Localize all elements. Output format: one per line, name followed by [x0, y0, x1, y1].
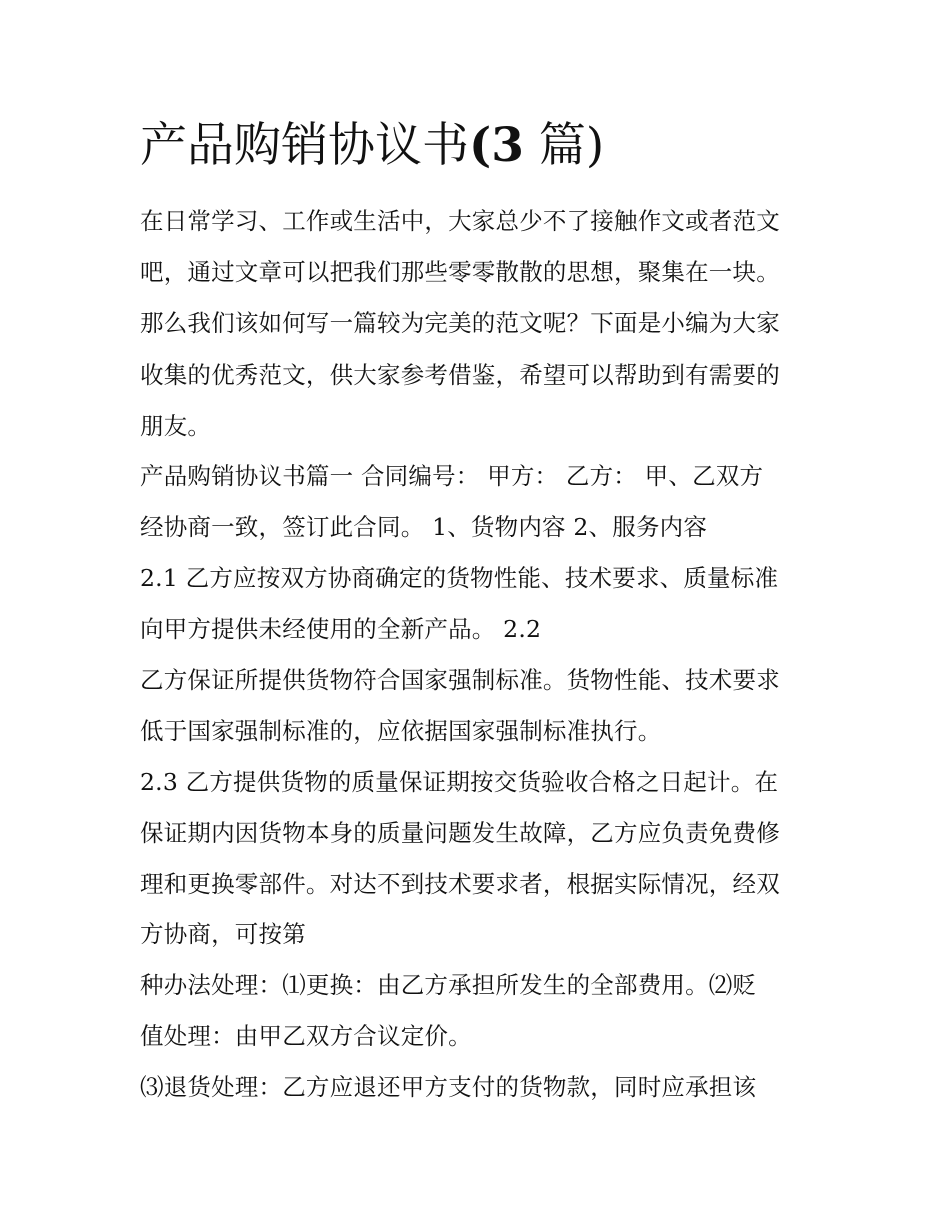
paragraph-line: 乙方保证所提供货物符合国家强制标准。货物性能、技术要求: [140, 666, 780, 694]
title-text: 产品购销协议书: [140, 118, 469, 173]
paragraph-line: 向甲方提供未经使用的全新产品。 2.2: [140, 615, 542, 643]
paragraph-line: 值处理：由甲乙双方合议定价。: [140, 1022, 472, 1050]
paragraph-line: 吧，通过文章可以把我们那些零零散散的思想，聚集在一块。: [140, 258, 780, 286]
paragraph-line: 理和更换零部件。对达不到技术要求者，根据实际情况，经双: [140, 870, 780, 898]
paragraph-line: 产品购销协议书篇一 合同编号： 甲方： 乙方： 甲、乙双方: [140, 462, 764, 490]
paragraph-line: 在日常学习、工作或生活中，大家总少不了接触作文或者范文: [140, 207, 780, 235]
title-end: 篇): [538, 118, 605, 173]
paragraph-line: 朋友。: [140, 412, 212, 440]
title-count: (3: [469, 118, 524, 173]
paragraph-line: ⑶退货处理：乙方应退还甲方支付的货物款，同时应承担该: [140, 1073, 757, 1101]
paragraph-line: 经协商一致，签订此合同。 1、货物内容 2、服务内容: [140, 513, 708, 541]
paragraph-line: 2.3 乙方提供货物的质量保证期按交货验收合格之日起计。在: [140, 768, 779, 796]
paragraph-line: 2.1 乙方应按双方协商确定的货物性能、技术要求、质量标准: [140, 564, 779, 592]
paragraph-line: 低于国家强制标准的，应依据国家强制标准执行。: [140, 717, 662, 745]
paragraph-line: 收集的优秀范文，供大家参考借鉴，希望可以帮助到有需要的: [140, 361, 780, 389]
paragraph-line: 保证期内因货物本身的质量问题发生故障，乙方应负责免费修: [140, 819, 780, 847]
paragraph-line: 方协商，可按第: [140, 920, 306, 948]
paragraph-line: 种办法处理：⑴更换：由乙方承担所发生的全部费用。⑵贬: [140, 971, 757, 999]
paragraph-line: 那么我们该如何写一篇较为完美的范文呢？下面是小编为大家: [140, 309, 780, 337]
document-title: [140, 116, 604, 176]
